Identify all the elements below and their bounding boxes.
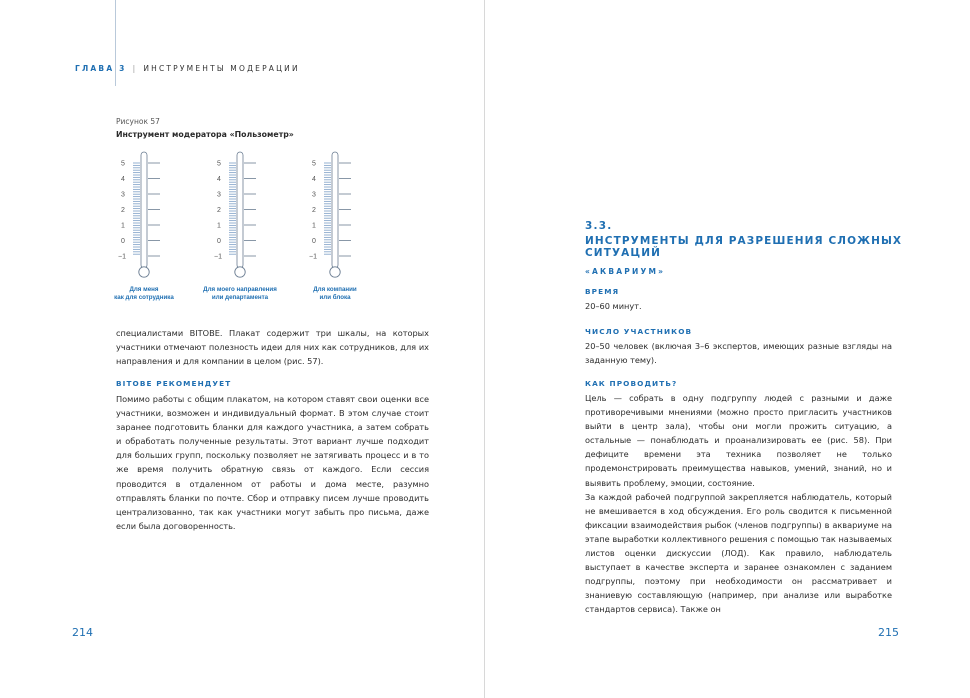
scale-tick-label: 1 <box>121 222 125 230</box>
running-head-chapter: ГЛАВА 3 <box>75 64 127 73</box>
figure-title: Инструмент модератора «Пользометр» <box>116 130 294 139</box>
scale-tick-label: −1 <box>118 253 126 261</box>
scale-tick-label: 1 <box>217 222 221 230</box>
how-paragraph: Цель — собрать в одну подгруппу людей с разными и даже противоречивыми мнениями (можно просто пригласить участников выйти в центр зала), чтобы они могли прожить ситуацию, а остальные — понаблюдать и проанализировать ее (рис. 58). При дефиците времени эта техника позволяет не только продемонстрировать преимущества навыков, умений, знаний, но и выявить проблему, эмоции, состояние. <box>585 393 892 488</box>
scale-tick-label: −1 <box>309 253 317 261</box>
scale-tick-label: 3 <box>121 191 125 199</box>
scale-tick-label: 3 <box>217 191 221 199</box>
scale-tick-label: −1 <box>214 253 222 261</box>
header-rule <box>115 0 116 86</box>
thermometer-bulb <box>139 267 149 277</box>
running-head-title: ИНСТРУМЕНТЫ МОДЕРАЦИИ <box>143 64 300 73</box>
scale-tick-label: 0 <box>312 238 316 246</box>
running-head <box>75 64 300 73</box>
thermometer-tube <box>141 152 147 268</box>
scale-tick-label: 3 <box>312 191 316 199</box>
running-head-separator: | <box>132 64 138 73</box>
scale-tick-label: 1 <box>312 222 316 230</box>
right-page <box>485 0 970 698</box>
left-page <box>0 0 484 698</box>
intro-paragraph: специалистами BITOBE. Плакат содержит три шкалы, на которых участники отмечают полезность идеи для них как сотрудников, для их направления и для компании в целом (рис. 57). <box>116 328 429 367</box>
section-number: 3.3. <box>585 220 613 232</box>
scale-tick-label: 0 <box>217 238 221 246</box>
how-paragraph: За каждой рабочей подгруппой закрепляется наблюдатель, который не вмешивается в ход обсуждения. Его роль сводится к письменной фиксации взаимодействия рыбок (членов подгруппы) в аквариуме на этапе выработки коллективного решения с помощью так называемых листов оценки дискуссии (ЛОД). Как правило, наблюдатель выступает в качестве эксперта и заранее ознакомлен с заданием подгруппы, поэтому при необходимости он рассматривает и знаниевую составляющую (например, при анализе или выработке стандартов сервиса). Также он <box>585 491 892 615</box>
scale-tick-label: 4 <box>121 176 125 184</box>
thermometer-label: или блока <box>319 294 351 301</box>
scale-tick-label: 4 <box>217 176 221 184</box>
thermometer-figure <box>110 148 370 308</box>
figure-caption: Рисунок 57 <box>116 117 160 126</box>
scale-tick-label: 5 <box>312 160 316 168</box>
thermometer-label: Для меня <box>129 286 159 293</box>
thermometer-tube <box>237 152 243 268</box>
scale-tick-label: 5 <box>121 160 125 168</box>
how-body <box>585 391 892 617</box>
thermometer-label: как для сотрудника <box>114 294 174 301</box>
scale-tick-label: 5 <box>217 160 221 168</box>
time-value: 20–60 минут. <box>585 301 642 311</box>
recommend-heading: BITOBE РЕКОМЕНДУЕТ <box>116 379 232 388</box>
scale-tick-label: 2 <box>312 207 316 215</box>
page-number-left: 214 <box>72 626 93 639</box>
thermometer-bulb <box>235 267 245 277</box>
participants-value: 20–50 человек (включая 3–6 экспертов, имеющих разные взгляды на заданную тему). <box>585 341 892 366</box>
thermometer-tube <box>332 152 338 268</box>
time-label: ВРЕМЯ <box>585 287 620 296</box>
section-title: ИНСТРУМЕНТЫ ДЛЯ РАЗРЕШЕНИЯ СЛОЖНЫХ СИТУАЦИЙ <box>585 235 903 259</box>
tool-name: «АКВАРИУМ» <box>585 267 666 276</box>
thermometer-bulb <box>330 267 340 277</box>
how-label: КАК ПРОВОДИТЬ? <box>585 379 678 388</box>
scale-tick-label: 2 <box>217 207 221 215</box>
participants-label: ЧИСЛО УЧАСТНИКОВ <box>585 327 693 336</box>
scale-tick-label: 0 <box>121 238 125 246</box>
scale-tick-label: 4 <box>312 176 316 184</box>
page-number-right: 215 <box>878 626 899 639</box>
thermometer-label: или департамента <box>211 294 269 301</box>
scale-tick-label: 2 <box>121 207 125 215</box>
recommend-body: Помимо работы с общим плакатом, на котором ставят свои оценки все участники, возможен и индивидуальный формат. В этом случае стоит заранее подготовить бланки для каждого участника, а затем собрать и обработать полученные результаты. Этот вариант лучше подходит для больших групп, поскольку позволяет не затягивать процесс и в то же время получить обратную связь от каждого. Если сессия проводится в отдаленном от работы и дома месте, разумно отправлять бланки по почте. Сбор и отправку писем лучше проводить централизованно, так как участники могут забыть про письма, даже если была договоренность. <box>116 394 429 531</box>
thermometer-label: Для компании <box>313 286 357 293</box>
thermometer-label: Для моего направления <box>203 286 277 293</box>
